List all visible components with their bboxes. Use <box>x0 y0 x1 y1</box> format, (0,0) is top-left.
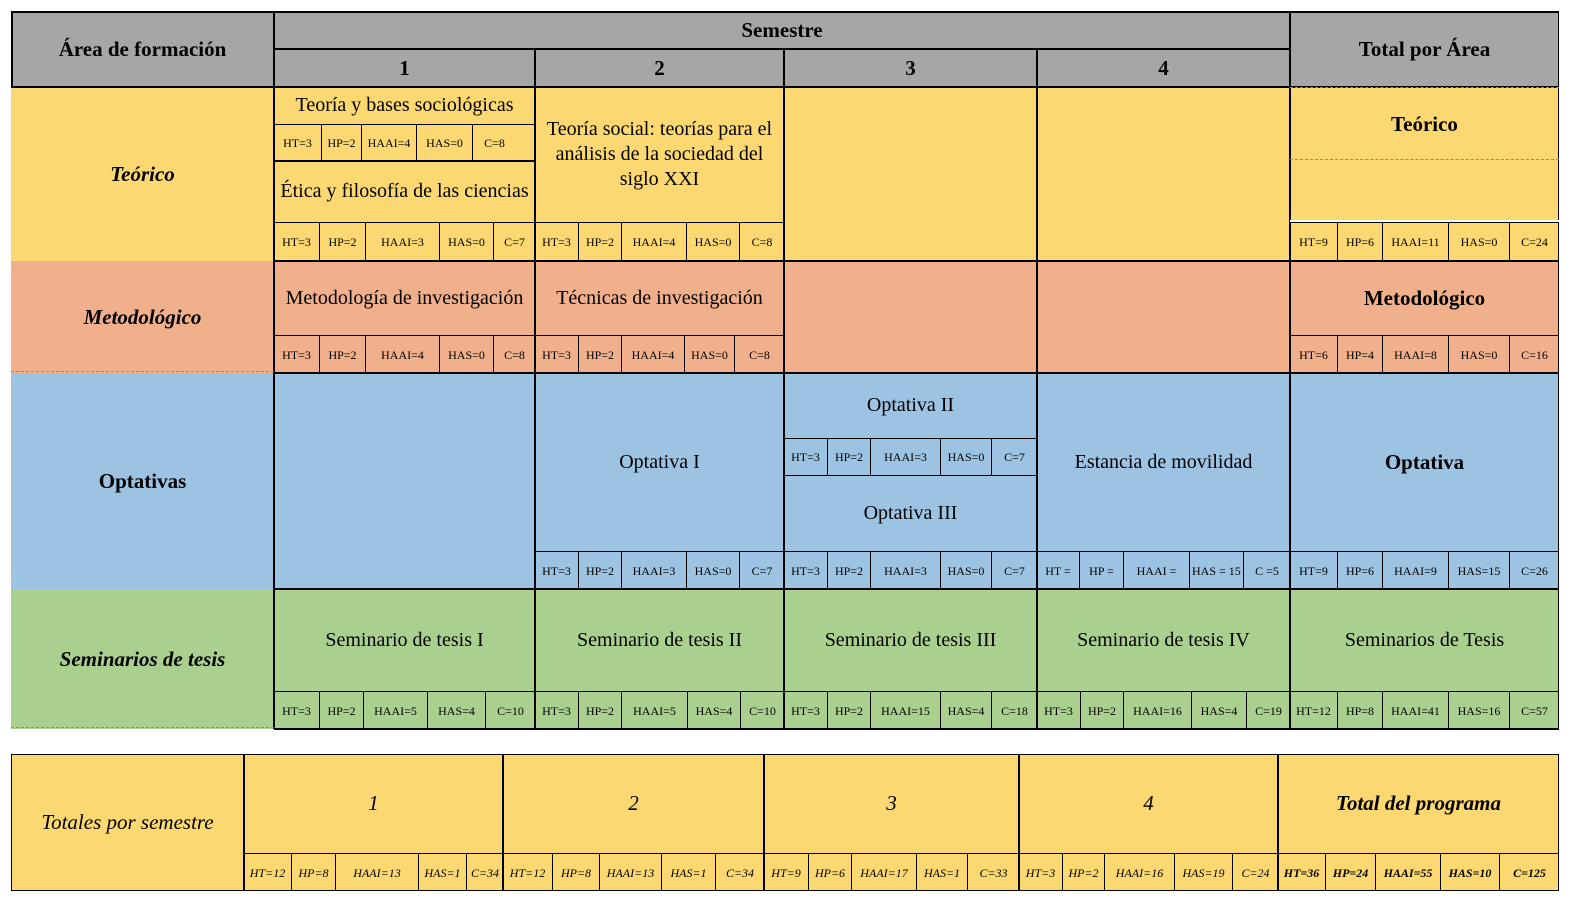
stat-ht: HT=36 <box>1278 854 1326 891</box>
stat-haai: HAAI=55 <box>1376 854 1441 891</box>
stat-has: HAS=0 <box>440 223 494 261</box>
grid-line <box>274 372 1559 374</box>
stat-c: C=16 <box>1521 347 1548 362</box>
stat-haai: HAAI=8 <box>1383 336 1449 373</box>
stat-has: HAS=0 <box>1449 336 1510 373</box>
stat-hp: HP=2 <box>322 125 362 160</box>
stat-has: HAS=4 <box>1192 692 1247 729</box>
stat-has: HAS=0 <box>1449 223 1510 261</box>
stat-hp: HP=8 <box>292 854 336 891</box>
stat-ht: HT=3 <box>535 552 579 589</box>
stat-c: C=57 <box>1521 703 1548 718</box>
course-tecnicas-stats <box>535 335 784 373</box>
grid-line <box>1277 754 1279 891</box>
course-estancia-stats <box>1037 551 1290 589</box>
header-total-label: Total por Área <box>1290 11 1559 87</box>
course-optativa2-stats <box>784 438 1037 476</box>
semester-total-1-stats <box>244 853 503 891</box>
stat-has: HAS=1 <box>419 854 467 891</box>
stat-ht: HT=3 <box>535 223 579 261</box>
total-teorico-name: Teórico <box>1290 87 1559 161</box>
stat-has: HAS=0 <box>941 439 992 475</box>
stat-c: C=8 <box>504 347 525 362</box>
stat-c: C=10 <box>749 703 776 718</box>
course-metodologia-stats <box>274 335 535 373</box>
stat-c: C=8 <box>751 235 773 249</box>
stat-haai: HAAI=41 <box>1383 692 1449 729</box>
stat-ht: HT = <box>1037 552 1080 589</box>
stat-hp: HP=24 <box>1326 854 1376 891</box>
stat-ht: HT=3 <box>274 125 322 160</box>
stat-c: C=7 <box>751 563 773 578</box>
stat-ht: HT=3 <box>274 336 320 373</box>
dashed-line <box>11 727 274 728</box>
area-metodologico: Metodológico <box>11 261 274 373</box>
course-tecnicas-name: Técnicas de investigación <box>535 261 784 335</box>
stat-haai: HAAI=4 <box>366 336 440 373</box>
area-teorico: Teórico <box>11 87 274 261</box>
stat-ht: HT=12 <box>244 854 292 891</box>
stat-ht: HT=3 <box>535 692 579 729</box>
course-sem2-name: Seminario de tesis II <box>535 589 784 691</box>
course-estancia-name: Estancia de movilidad <box>1037 373 1290 551</box>
course-optativa2-name: Optativa II <box>784 373 1037 438</box>
stat-hp: HP = <box>1080 552 1124 589</box>
stat-hp: HP=6 <box>1338 223 1383 261</box>
semester-total-3-name: 3 <box>764 754 1019 853</box>
stat-hp: HP=2 <box>320 336 366 373</box>
cell-metodologico-s4 <box>1037 261 1290 373</box>
grid-line <box>243 754 245 891</box>
stat-haai: HAAI=5 <box>622 692 688 729</box>
semester-total-4-stats <box>1019 853 1278 891</box>
stat-has: HAS=0 <box>417 125 473 160</box>
grid-line <box>274 160 535 162</box>
stat-ht: HT=12 <box>503 854 553 891</box>
semester-total-2-name: 2 <box>503 754 764 853</box>
area-optativas: Optativas <box>11 373 274 589</box>
stat-hp: HP=2 <box>828 692 871 729</box>
program-total-stats <box>1278 853 1559 891</box>
cell-optativas-s1 <box>274 373 535 589</box>
course-sem1-name: Seminario de tesis I <box>274 589 535 691</box>
header-area-label: Área de formación <box>11 11 274 87</box>
semester-total-4-name: 4 <box>1019 754 1278 853</box>
stat-haai: HAAI=11 <box>1383 223 1449 261</box>
stat-ht: HT=9 <box>1290 223 1338 261</box>
stat-has: HAS=1 <box>917 854 968 891</box>
grid-line <box>274 48 1290 50</box>
stat-has: HAS=0 <box>687 552 740 589</box>
cell-teorico-s3 <box>784 87 1037 261</box>
stat-has: HAS=4 <box>941 692 992 729</box>
stat-hp: HP=2 <box>828 552 871 589</box>
area-seminarios: Seminarios de tesis <box>11 589 274 729</box>
grid-line <box>274 588 1559 590</box>
grid-line <box>11 11 1559 13</box>
total-optativa-stats <box>1290 551 1559 589</box>
stat-c: C=10 <box>497 703 524 718</box>
course-teoria-social-stats <box>535 222 784 261</box>
course-sem2-stats <box>535 691 784 729</box>
course-optativa3-stats <box>784 551 1037 589</box>
course-etica-stats <box>274 222 535 261</box>
stat-c: C=125 <box>1513 865 1546 880</box>
stat-has: HAS=19 <box>1175 854 1233 891</box>
grid-line <box>1289 11 1291 729</box>
stat-hp: HP=6 <box>809 854 852 891</box>
dashed-line <box>11 371 274 372</box>
dashed-line <box>1290 87 1559 88</box>
stat-has: HAS=0 <box>685 336 735 373</box>
program-total-name: Total del programa <box>1278 754 1559 853</box>
stat-ht: HT=3 <box>535 336 579 373</box>
stat-has: HAS=0 <box>440 336 494 373</box>
grid-line <box>11 11 13 87</box>
course-sem3-name: Seminario de tesis III <box>784 589 1037 691</box>
stat-ht: HT=6 <box>1290 336 1338 373</box>
stat-haai: HAAI=3 <box>622 552 687 589</box>
stat-has: HAS=15 <box>1449 552 1510 589</box>
header-semester-1: 1 <box>274 49 535 87</box>
grid-line <box>502 754 504 891</box>
grid-line <box>1290 220 1559 222</box>
stat-has: HAS=0 <box>687 223 740 261</box>
stat-c: C=33 <box>979 865 1008 880</box>
grid-line <box>274 260 1559 262</box>
stat-haai: HAAI=9 <box>1383 552 1449 589</box>
stat-c: C=7 <box>1004 563 1025 578</box>
semester-totals-label: Totales por semestre <box>11 754 244 891</box>
stat-ht: HT=3 <box>784 552 828 589</box>
course-teoria-social-name: Teoría social: teorías para el análisis de la sociedad del siglo XXI <box>535 87 784 222</box>
semester-total-3-stats <box>764 853 1019 891</box>
stat-hp: HP=8 <box>1338 692 1383 729</box>
total-metodologico-stats <box>1290 335 1559 373</box>
semester-total-2-stats <box>503 853 764 891</box>
stat-ht: HT=3 <box>784 692 828 729</box>
grid-line <box>1036 49 1038 729</box>
stat-has: HAS = 15 <box>1190 552 1244 589</box>
stat-c: C=34 <box>470 865 500 880</box>
semester-total-1-name: 1 <box>244 754 503 853</box>
stat-has: HAS=4 <box>428 692 486 729</box>
stat-hp: HP=2 <box>579 552 622 589</box>
stat-haai: HAAI=3 <box>871 552 941 589</box>
course-sem1-stats <box>274 691 535 729</box>
stat-ht: HT=9 <box>764 854 809 891</box>
course-etica-name: Ética y filosofía de las ciencias <box>274 161 535 222</box>
stat-c: C=8 <box>484 135 505 150</box>
stat-has: HAS=4 <box>688 692 741 729</box>
stat-haai: HAAI=13 <box>336 854 419 891</box>
cell-metodologico-s3 <box>784 261 1037 373</box>
grid-line <box>534 49 536 729</box>
stat-haai: HAAI=3 <box>366 223 440 261</box>
dashed-line <box>1290 159 1559 160</box>
grid-line <box>273 11 275 729</box>
total-optativa-name: Optativa <box>1290 373 1559 551</box>
stat-hp: HP=2 <box>320 692 364 729</box>
total-teorico-blank <box>1290 161 1559 222</box>
stat-has: HAS=1 <box>662 854 716 891</box>
grid-line <box>763 754 765 891</box>
course-sem4-name: Seminario de tesis IV <box>1037 589 1290 691</box>
total-seminarios-name: Seminarios de Tesis <box>1290 589 1559 691</box>
header-semester-2: 2 <box>535 49 784 87</box>
stat-has: HAS=16 <box>1449 692 1510 729</box>
stat-haai: HAAI = <box>1124 552 1190 589</box>
stat-hp: HP=2 <box>579 223 622 261</box>
total-teorico-stats <box>1290 222 1559 261</box>
stat-ht: HT=3 <box>1019 854 1063 891</box>
stat-hp: HP=2 <box>579 336 622 373</box>
stat-haai: HAAI=17 <box>852 854 917 891</box>
stat-c: C=8 <box>749 347 770 362</box>
stat-c: C=24 <box>1241 865 1270 880</box>
stat-haai: HAAI=16 <box>1105 854 1175 891</box>
total-seminarios-stats <box>1290 691 1559 729</box>
stat-c: C =5 <box>1255 563 1279 578</box>
stat-ht: HT=9 <box>1290 552 1338 589</box>
course-optativa1-name: Optativa I <box>535 373 784 551</box>
stat-hp: HP=2 <box>828 439 871 475</box>
stat-haai: HAAI=3 <box>871 439 941 475</box>
stat-c: C=7 <box>504 235 525 249</box>
stat-hp: HP=4 <box>1338 336 1383 373</box>
stat-hp: HP=2 <box>1063 854 1105 891</box>
stat-c: C=19 <box>1255 703 1282 718</box>
header-semester-4: 4 <box>1037 49 1290 87</box>
stat-has: HAS=0 <box>941 552 992 589</box>
stat-c: C=7 <box>1004 450 1025 464</box>
grid-line <box>1018 754 1020 891</box>
stat-ht: HT=3 <box>274 692 320 729</box>
stat-hp: HP=8 <box>553 854 600 891</box>
stat-c: C=18 <box>1001 703 1028 718</box>
stat-haai: HAAI=16 <box>1124 692 1192 729</box>
course-teoria-bases-name: Teoría y bases sociológicas <box>274 87 535 124</box>
stat-hp: HP=2 <box>579 692 622 729</box>
stat-hp: HP=2 <box>1081 692 1124 729</box>
stat-ht: HT=12 <box>1290 692 1338 729</box>
stat-haai: HAAI=4 <box>622 336 685 373</box>
course-sem3-stats <box>784 691 1037 729</box>
course-optativa3-name: Optativa III <box>784 476 1037 551</box>
stat-c: C=34 <box>725 865 755 880</box>
stat-c: C=26 <box>1521 563 1548 578</box>
stat-haai: HAAI=15 <box>871 692 941 729</box>
course-metodologia-name: Metodología de investigación <box>274 261 535 335</box>
stat-hp: HP=6 <box>1338 552 1383 589</box>
stat-haai: HAAI=4 <box>362 125 417 160</box>
course-optativa1-stats <box>535 551 784 589</box>
cell-teorico-s4 <box>1037 87 1290 261</box>
course-sem4-stats <box>1037 691 1290 729</box>
stat-c: C=24 <box>1521 235 1548 249</box>
header-semester-3: 3 <box>784 49 1037 87</box>
stat-ht: HT=3 <box>1037 692 1081 729</box>
grid-line <box>274 728 1559 730</box>
grid-line <box>783 49 785 729</box>
stat-has: HAS=10 <box>1441 854 1500 891</box>
stat-ht: HT=3 <box>784 439 828 475</box>
stat-haai: HAAI=4 <box>622 223 687 261</box>
stat-haai: HAAI=5 <box>364 692 428 729</box>
stat-ht: HT=3 <box>274 223 320 261</box>
course-teoria-bases-stats <box>274 124 535 161</box>
stat-haai: HAAI=13 <box>600 854 662 891</box>
stat-hp: HP=2 <box>320 223 366 261</box>
header-semester-label: Semestre <box>274 11 1290 49</box>
total-metodologico-name: Metodológico <box>1290 261 1559 335</box>
